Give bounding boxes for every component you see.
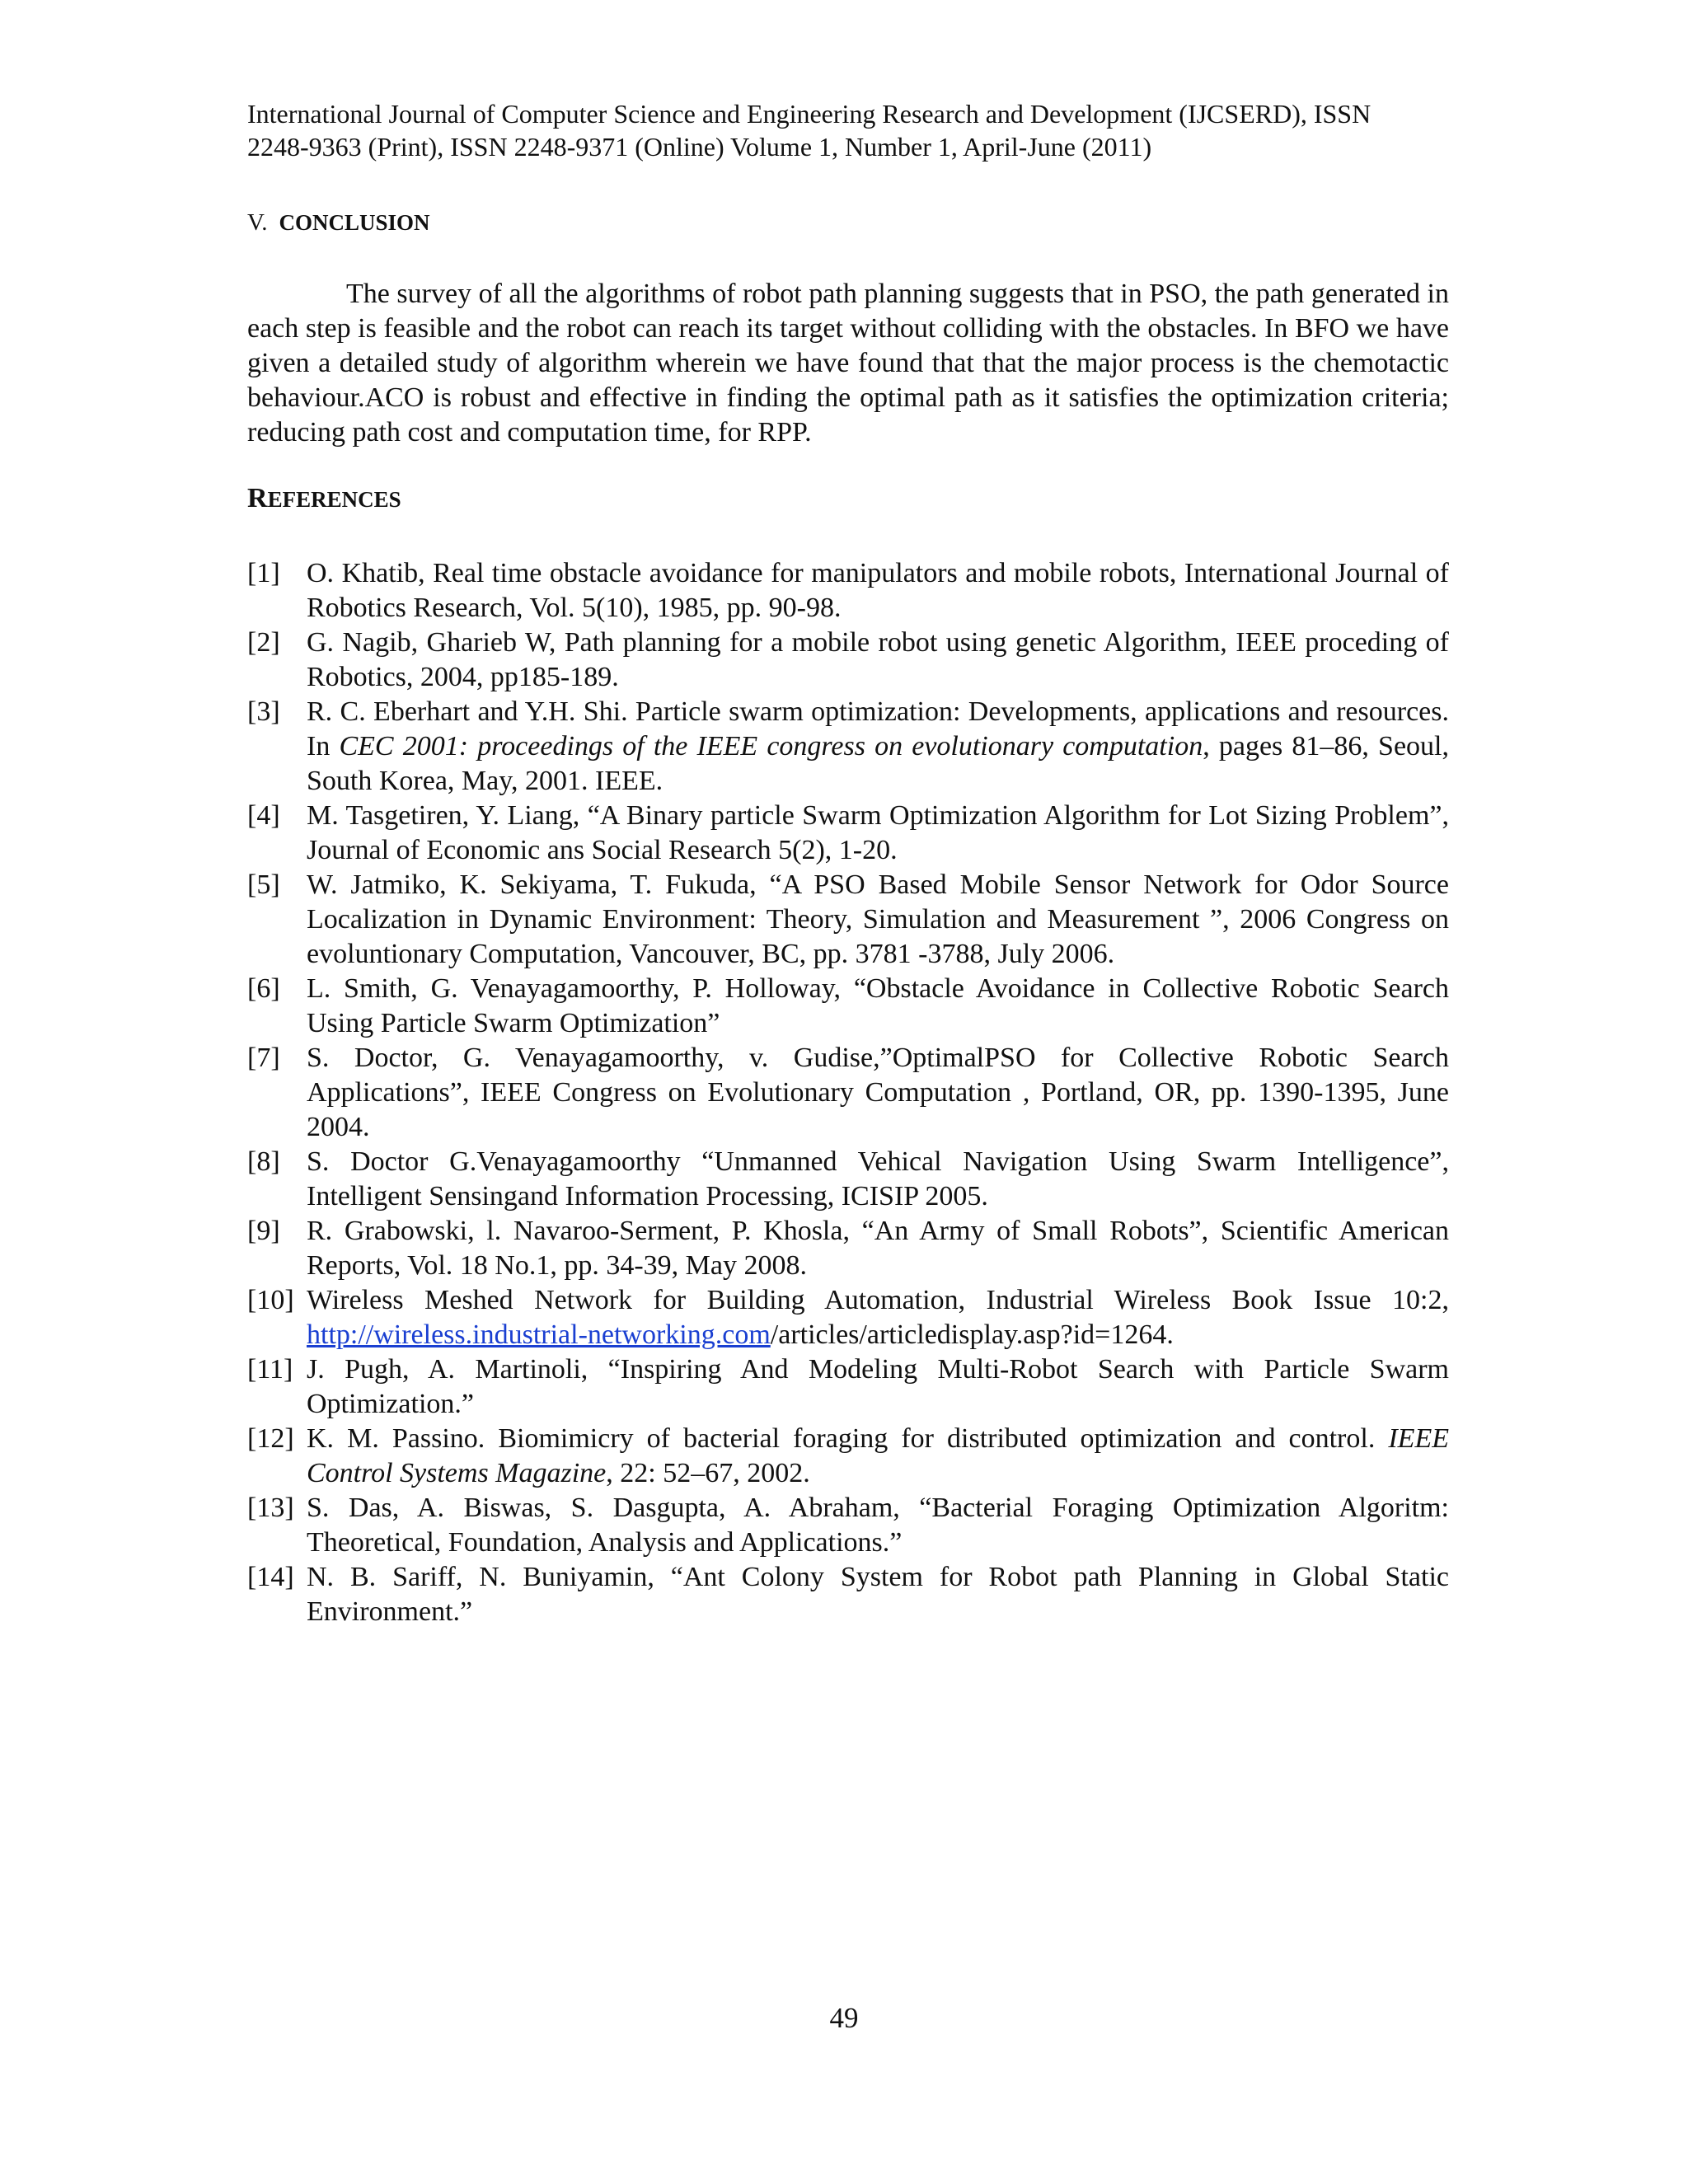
reference-item xyxy=(247,972,1449,1041)
paper-page xyxy=(247,97,1449,1629)
reference-item xyxy=(247,1491,1449,1560)
reference-item xyxy=(247,1214,1449,1283)
reference-item xyxy=(247,799,1449,868)
reference-text xyxy=(307,695,1449,799)
reference-label: [8] xyxy=(247,1146,280,1177)
journal-header xyxy=(247,97,1449,163)
reference-item xyxy=(247,1145,1449,1214)
reference-item xyxy=(247,556,1449,626)
section-title: CONCLUSION xyxy=(279,210,430,235)
reference-text: O. Khatib, Real time obstacle avoidance for manipulators and mobile robots, International Journal of Robotics Research, Vol. 5(10), 1985, pp. 90-98. xyxy=(307,558,1449,623)
reference-text-pre: Wireless Meshed Network for Building Automation, Industrial Wireless Book Issue 10:2, xyxy=(307,1285,1449,1315)
reference-text xyxy=(307,1422,1449,1491)
reference-label: [3] xyxy=(247,696,280,727)
reference-label: [9] xyxy=(247,1216,280,1246)
reference-venue-italic: IEEE Control Systems Magazine xyxy=(307,1423,1449,1488)
reference-item xyxy=(247,1041,1449,1145)
reference-text: R. Grabowski, l. Navaroo-Serment, P. Khosla, “An Army of Small Robots”, Scientific American Reports, Vol. 18 No.1, pp. 34-39, May 2008. xyxy=(307,1216,1449,1281)
reference-label: [10] xyxy=(247,1285,294,1315)
reference-text xyxy=(307,1283,1449,1352)
conclusion-heading xyxy=(247,208,1449,237)
reference-label: [12] xyxy=(247,1423,294,1454)
reference-text-pre: K. M. Passino. Biomimicry of bacterial foraging for distributed optimization and control. xyxy=(307,1423,1389,1454)
reference-text-pre: R. C. Eberhart and Y.H. Shi. Particle swarm optimization: Developments, applications and resources. In xyxy=(307,696,1449,762)
reference-text-post: /articles/articledisplay.asp?id=1264. xyxy=(770,1319,1174,1350)
reference-list xyxy=(247,556,1449,1629)
reference-item xyxy=(247,1283,1449,1352)
page-number: 49 xyxy=(829,2002,859,2034)
reference-text: S. Doctor G.Venayagamoorthy “Unmanned Vehical Navigation Using Swarm Intelligence”, Intelligent Sensingand Information Processing, ICISIP 2005. xyxy=(307,1146,1449,1212)
references-heading-initial: R xyxy=(247,483,268,513)
journal-header-line-2: 2248-9363 (Print), ISSN 2248-9371 (Online) Volume 1, Number 1, April-June (2011) xyxy=(247,132,1152,162)
reference-item xyxy=(247,626,1449,695)
journal-header-line-1: International Journal of Computer Science and Engineering Research and Development (IJCSERD), ISSN xyxy=(247,99,1372,129)
reference-item xyxy=(247,695,1449,799)
reference-text: G. Nagib, Gharieb W, Path planning for a mobile robot using genetic Algorithm, IEEE proceding of Robotics, 2004, pp185-189. xyxy=(307,627,1449,692)
conclusion-paragraph: The survey of all the algorithms of robot path planning suggests that in PSO, the path generated in each step is feasible and the robot can reach its target without colliding with the obstacles. In BFO we have given a detailed study of algorithm wherein we have found that that the major process is the chemotactic behaviour.ACO is robust and effective in finding the optimal path as it satisfies the optimization criteria; reducing path cost and computation time, for RPP. xyxy=(247,279,1449,448)
reference-label: [2] xyxy=(247,627,280,658)
reference-label: [13] xyxy=(247,1493,294,1523)
reference-item xyxy=(247,1352,1449,1422)
reference-text: S. Das, A. Biswas, S. Dasgupta, A. Abraham, “Bacterial Foraging Optimization Algoritm: Theoretical, Foundation, Analysis and Applications.” xyxy=(307,1493,1449,1558)
reference-url-link[interactable]: http://wireless.industrial-networking.com xyxy=(307,1319,771,1350)
reference-text: S. Doctor, G. Venayagamoorthy, v. Gudise,”OptimalPSO for Collective Robotic Search Applications”, IEEE Congress on Evolutionary Computation , Portland, OR, pp. 1390-1395, June 2004. xyxy=(307,1043,1449,1142)
reference-label: [6] xyxy=(247,973,280,1004)
references-heading xyxy=(247,481,1449,517)
reference-text-post: , pages 81–86, Seoul, South Korea, May, 2001. IEEE. xyxy=(307,731,1449,796)
reference-item xyxy=(247,868,1449,972)
reference-label: [14] xyxy=(247,1562,294,1592)
reference-text: M. Tasgetiren, Y. Liang, “A Binary particle Swarm Optimization Algorithm for Lot Sizing Problem”, Journal of Economic ans Social Research 5(2), 1-20. xyxy=(307,800,1449,865)
reference-text: W. Jatmiko, K. Sekiyama, T. Fukuda, “A PSO Based Mobile Sensor Network for Odor Source Localization in Dynamic Environment: Theory, Simulation and Measurement ”, 2006 Congress on evoluntionary Computation, Vancouver, BC, pp. 3781 -3788, July 2006. xyxy=(307,869,1449,969)
reference-text: L. Smith, G. Venayagamoorthy, P. Holloway, “Obstacle Avoidance in Collective Robotic Search Using Particle Swarm Optimization” xyxy=(307,973,1449,1038)
reference-text-post: , 22: 52–67, 2002. xyxy=(606,1458,810,1488)
section-number: V. xyxy=(247,209,268,236)
reference-venue-italic: CEC 2001: proceedings of the IEEE congress on evolutionary computation xyxy=(339,731,1203,762)
references-heading-rest: EFERENCES xyxy=(267,487,401,512)
reference-item xyxy=(247,1560,1449,1629)
reference-text: N. B. Sariff, N. Buniyamin, “Ant Colony System for Robot path Planning in Global Static Environment.” xyxy=(307,1562,1449,1627)
reference-label: [11] xyxy=(247,1354,293,1385)
reference-item xyxy=(247,1422,1449,1491)
reference-label: [7] xyxy=(247,1043,280,1073)
reference-text: J. Pugh, A. Martinoli, “Inspiring And Modeling Multi-Robot Search with Particle Swarm Optimization.” xyxy=(307,1354,1449,1419)
reference-label: [5] xyxy=(247,869,280,900)
reference-label: [4] xyxy=(247,800,280,831)
reference-label: [1] xyxy=(247,558,280,588)
